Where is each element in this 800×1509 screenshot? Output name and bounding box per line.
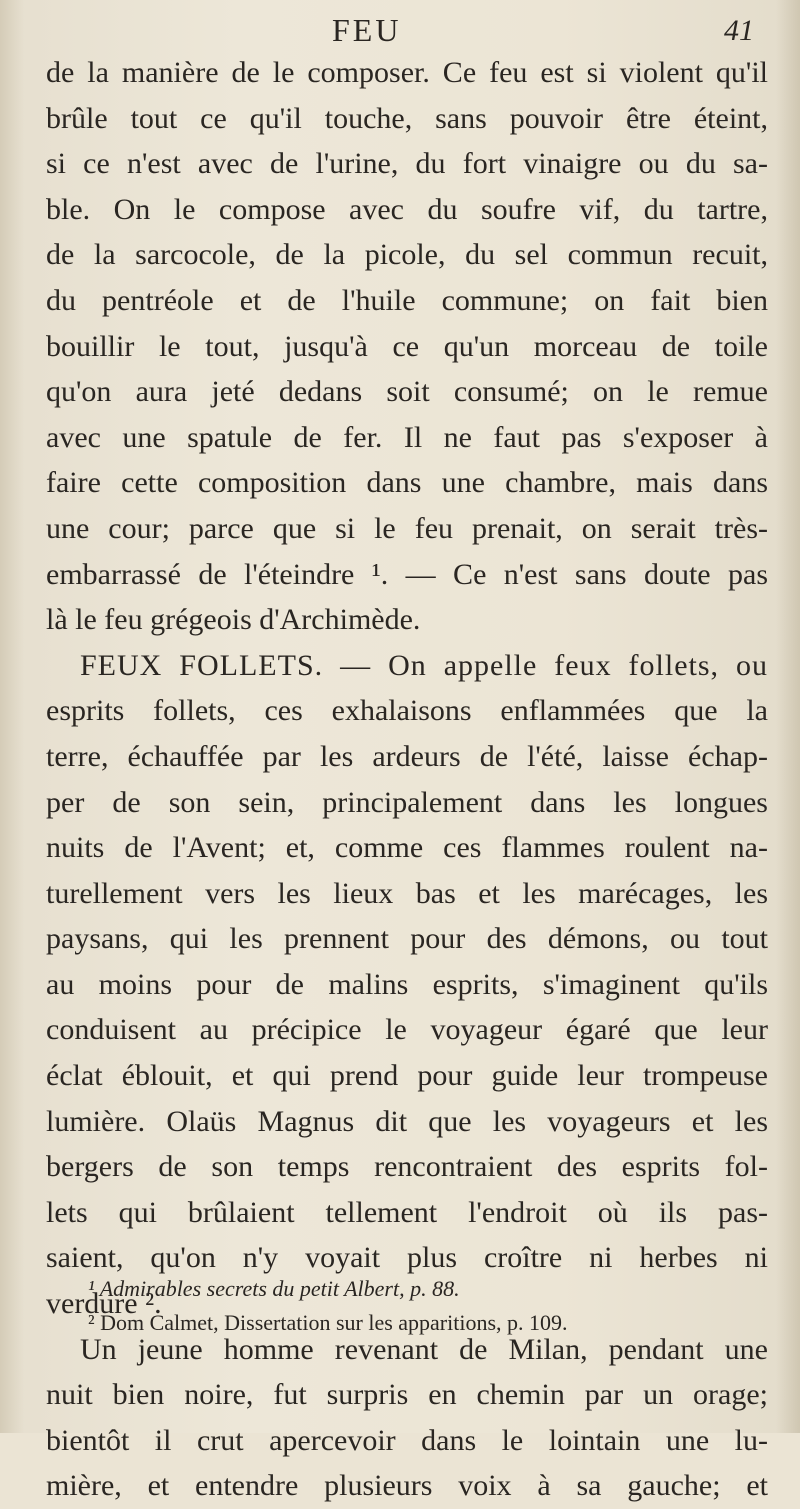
footnote-2: ² Dom Calmet, Dissertation sur les apparitions, p. 109.	[88, 1310, 568, 1335]
text-line: bergers de son temps rencontraient des esprits fol-	[46, 1150, 768, 1184]
footnote-1: ¹ Admirables secrets du petit Albert, p. 88.	[88, 1276, 460, 1301]
text-line: saient, qu'on n'y voyait plus croître ni herbes ni	[46, 1241, 768, 1275]
footnotes	[88, 1272, 768, 1340]
text-line: brûle tout ce qu'il touche, sans pouvoir être éteint,	[46, 101, 768, 135]
text-line: Un jeune homme revenant de Milan, pendant une	[80, 1332, 768, 1366]
text-line: per de son sein, principalement dans les longues	[46, 785, 768, 819]
text-line: bouillir le tout, jusqu'à ce qu'un morceau de toile	[46, 329, 768, 363]
page-header	[0, 12, 800, 52]
text-line: paysans, qui les prennent pour des démons, ou tout	[46, 922, 768, 956]
text-line: de la sarcocole, de la picole, du sel commun recuit,	[46, 238, 768, 272]
text-line: bientôt il crut apercevoir dans le lointain une lu-	[46, 1423, 768, 1457]
page-edge-shadow-left	[0, 0, 24, 1433]
text-line: verdure ².	[46, 1287, 162, 1321]
paragraph-feux-follets	[46, 643, 768, 1327]
text-line: nuit bien noire, fut surpris en chemin par un orage;	[46, 1378, 768, 1412]
text-line: éclat éblouit, et qui prend pour guide leur trompeuse	[46, 1059, 768, 1093]
paragraph-3	[46, 1327, 768, 1509]
text-line: conduisent au précipice le voyageur égaré que leur	[46, 1013, 768, 1047]
text-line: au moins pour de malins esprits, s'imaginent qu'ils	[46, 967, 768, 1001]
text-line: du pentréole et de l'huile commune; on fait bien	[46, 283, 768, 317]
text-line: avec une spatule de fer. Il ne faut pas s'exposer à	[46, 420, 768, 454]
text-line: lets qui brûlaient tellement l'endroit où ils pas-	[46, 1195, 768, 1229]
text-line: terre, échauffée par les ardeurs de l'été, laisse échap-	[46, 739, 768, 773]
text-line: nuits de l'Avent; et, comme ces flammes roulent na-	[46, 831, 768, 865]
text-line: esprits follets, ces exhalaisons enflammées que la	[46, 694, 768, 728]
paragraph-1	[46, 50, 768, 643]
text-line: mière, et entendre plusieurs voix à sa gauche; et	[46, 1469, 768, 1503]
text-line: faire cette composition dans une chambre, mais dans	[46, 466, 768, 500]
text-line: ble. On le compose avec du soufre vif, du tartre,	[46, 192, 768, 226]
text-line: turellement vers les lieux bas et les marécages, les	[46, 876, 768, 910]
text-line: là le feu grégeois d'Archimède.	[46, 603, 421, 637]
text-line: de la manière de le composer. Ce feu est si violent qu'il	[46, 56, 768, 89]
page-number: 41	[724, 14, 754, 47]
text-line: qu'on aura jeté dedans soit consumé; on le remue	[46, 375, 768, 409]
text-line: embarrassé de l'éteindre ¹. — Ce n'est sans doute pas	[46, 557, 768, 591]
text-line: lumière. Olaüs Magnus dit que les voyageurs et les	[46, 1104, 768, 1138]
entry-heading-line: FEUX FOLLETS. — On appelle feux follets, ou	[80, 648, 768, 682]
page-edge-shadow-right	[776, 0, 800, 1433]
running-head: FEU	[332, 12, 402, 48]
text-line: une cour; parce que si le feu prenait, on serait très-	[46, 511, 768, 545]
text-line: si ce n'est avec de l'urine, du fort vinaigre ou du sa-	[46, 147, 768, 181]
